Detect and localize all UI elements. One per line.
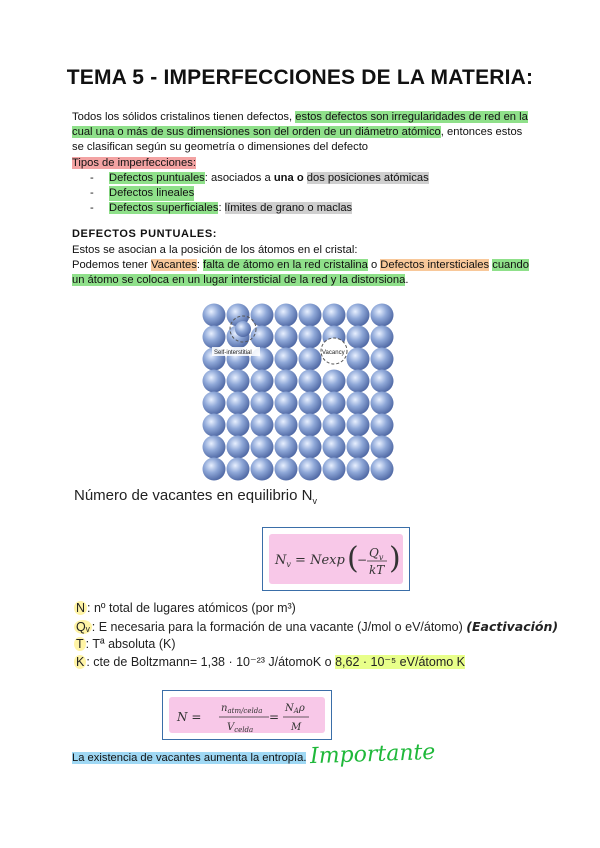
atom bbox=[347, 414, 370, 437]
symbol: K bbox=[76, 654, 85, 669]
atom bbox=[227, 392, 250, 415]
atom bbox=[251, 436, 274, 459]
density-formula bbox=[163, 691, 331, 739]
equilibrium-subscript: v bbox=[312, 496, 317, 506]
symbol-row bbox=[74, 600, 558, 618]
text: : bbox=[196, 259, 204, 272]
intro-paragraph bbox=[72, 110, 532, 171]
symbols-list bbox=[74, 600, 558, 671]
defect-types-list bbox=[90, 171, 429, 217]
atom bbox=[347, 370, 370, 393]
atom bbox=[323, 304, 346, 327]
atom bbox=[227, 436, 250, 459]
atom bbox=[203, 370, 226, 393]
symbol: N bbox=[76, 601, 86, 615]
text: o bbox=[367, 259, 381, 272]
atom bbox=[251, 392, 274, 415]
formula-box-density bbox=[162, 690, 332, 740]
intersticiales-definition: cuando un átomo se coloca en un lugar intersticial de la red y la distorsiona bbox=[72, 259, 529, 287]
bullet-label: Defectos puntuales bbox=[109, 172, 205, 184]
atom bbox=[371, 436, 394, 459]
atom bbox=[299, 304, 322, 327]
intersticiales-term: Defectos intersticiales bbox=[380, 259, 490, 272]
intro-text: Todos los sólidos cristalinos tienen defectos, bbox=[72, 111, 296, 123]
atom bbox=[251, 304, 274, 327]
self-interstitial-label: Self-interstitial bbox=[214, 350, 252, 356]
formula2-eq: = bbox=[269, 710, 280, 724]
atom bbox=[227, 414, 250, 437]
interstitial-atom bbox=[235, 321, 251, 337]
atom bbox=[275, 304, 298, 327]
atom bbox=[275, 348, 298, 371]
atom bbox=[275, 370, 298, 393]
atom bbox=[203, 392, 226, 415]
point-defects-paragraph bbox=[72, 243, 532, 289]
atom bbox=[299, 414, 322, 437]
crystal-lattice-figure bbox=[202, 303, 398, 481]
atom bbox=[371, 326, 394, 349]
symbol-row bbox=[74, 618, 558, 637]
vacancy-formula bbox=[263, 528, 409, 590]
atom bbox=[347, 304, 370, 327]
atom bbox=[227, 458, 250, 481]
atom bbox=[323, 414, 346, 437]
svg-text:Qv bbox=[369, 546, 384, 562]
atom bbox=[371, 304, 394, 327]
atom bbox=[371, 414, 394, 437]
formula-num-sub: v bbox=[378, 553, 384, 562]
atom bbox=[371, 348, 394, 371]
symbol: Qᵥ bbox=[76, 619, 90, 634]
atom bbox=[275, 326, 298, 349]
formula2-num1-sub: atm/celda bbox=[227, 707, 263, 715]
formula-den: kT bbox=[369, 563, 385, 577]
atom bbox=[203, 326, 226, 349]
bullet-label: Defectos superficiales bbox=[109, 202, 219, 215]
lattice-atoms bbox=[203, 304, 394, 481]
page-title: TEMA 5 - IMPERFECCIONES DE LA MATERIA: bbox=[66, 66, 534, 89]
formula-lhs: N bbox=[275, 553, 287, 568]
symbol-row bbox=[74, 654, 558, 672]
handwritten-note: (Eactivación) bbox=[466, 618, 559, 634]
vacantes-definition: falta de átomo en la red cristalina bbox=[203, 259, 368, 272]
symbol-row bbox=[74, 636, 558, 654]
vacancy-label: Vacancy bbox=[322, 350, 345, 356]
formula2-lhs: N = bbox=[177, 710, 202, 724]
boltzmann-ev-value: 8,62 · 10⁻⁵ eV/átomo K bbox=[335, 654, 466, 669]
atom bbox=[227, 370, 250, 393]
bullet-gray: dos posiciones atómicas bbox=[306, 172, 429, 184]
atom bbox=[203, 304, 226, 327]
paren-right: ) bbox=[389, 541, 401, 576]
bullet-text: : bbox=[218, 202, 225, 215]
atom bbox=[275, 414, 298, 437]
point-defects-text: Estos se asocian a la posición de los átomos en el cristal: bbox=[72, 244, 358, 256]
bullet-bold: una o bbox=[273, 172, 304, 184]
list-item: - Defectos superficiales: límites de grano o maclas bbox=[90, 202, 353, 215]
atom bbox=[299, 348, 322, 371]
atom bbox=[275, 436, 298, 459]
atom bbox=[299, 392, 322, 415]
atom bbox=[323, 392, 346, 415]
svg-text:NAρ bbox=[284, 703, 305, 715]
formula-minus: − bbox=[357, 553, 368, 567]
vacantes-term: Vacantes bbox=[150, 259, 197, 272]
formula-lhs-sub: v bbox=[286, 560, 291, 569]
svg-text:Nv = Nexp bbox=[274, 553, 345, 569]
atom bbox=[275, 392, 298, 415]
atom bbox=[275, 458, 298, 481]
symbol-text: : cte de Boltzmann= 1,38 · 10⁻²³ J/átomoK o bbox=[86, 654, 336, 669]
vacancy-entropy-note bbox=[72, 752, 306, 764]
atom bbox=[203, 436, 226, 459]
atom bbox=[371, 392, 394, 415]
text: Podemos tener bbox=[72, 259, 151, 272]
atom bbox=[299, 436, 322, 459]
atom bbox=[323, 436, 346, 459]
formula-mid: = Nexp bbox=[290, 553, 345, 568]
list-item: - Defectos puntuales: asociados a una o dos posiciones atómicas bbox=[90, 172, 429, 184]
types-heading: Tipos de imperfecciones: bbox=[72, 156, 196, 169]
paren-left: ( bbox=[347, 541, 359, 576]
atom bbox=[347, 326, 370, 349]
intro-highlight: estos defectos son irregularidades de red en la cual una o más de sus dimensiones son del orden de un diámetro atómico bbox=[72, 111, 528, 139]
svg-text:Vcelda bbox=[227, 722, 253, 734]
formula-num: Q bbox=[369, 546, 379, 560]
formula2-den1: V bbox=[227, 722, 235, 733]
atom bbox=[251, 458, 274, 481]
atom bbox=[347, 348, 370, 371]
atom bbox=[251, 414, 274, 437]
atom bbox=[347, 392, 370, 415]
atom bbox=[347, 458, 370, 481]
atom bbox=[251, 370, 274, 393]
atom bbox=[371, 458, 394, 481]
bullet-gray: límites de grano o maclas bbox=[224, 202, 353, 215]
atom bbox=[299, 370, 322, 393]
svg-text:natm/celda bbox=[221, 703, 262, 715]
atom bbox=[203, 458, 226, 481]
symbol-text: : E necesaria para la formación de una vacante (J/mol o eV/átomo) bbox=[91, 619, 463, 634]
formula2-num2-tail: ρ bbox=[298, 703, 305, 714]
equilibrium-text: Número de vacantes en equilibrio N bbox=[74, 487, 313, 504]
formula2-den2: M bbox=[291, 722, 302, 733]
formula2-den1-sub: celda bbox=[234, 726, 254, 734]
formula2-num2: N bbox=[285, 703, 294, 714]
text: . bbox=[405, 274, 409, 287]
bullet-text: : asociados a bbox=[204, 172, 274, 184]
atom bbox=[323, 370, 346, 393]
list-item: - Defectos lineales bbox=[90, 186, 429, 201]
symbol-text: : Tª absoluta (K) bbox=[85, 637, 176, 651]
formula2-num1: n bbox=[221, 703, 228, 714]
atom bbox=[299, 326, 322, 349]
importante-handwriting: Importante bbox=[309, 739, 436, 770]
equilibrium-title bbox=[74, 487, 317, 506]
symbol-text: : nº total de lugares atómicos (por m³) bbox=[87, 601, 296, 615]
atom bbox=[251, 326, 274, 349]
atom bbox=[347, 436, 370, 459]
formula2-num2-sub: A bbox=[293, 707, 299, 715]
note-text: La existencia de vacantes aumenta la entropía. bbox=[72, 752, 307, 764]
atom bbox=[371, 370, 394, 393]
formula-box-vacancies bbox=[262, 527, 410, 591]
bullet-label: Defectos lineales bbox=[109, 186, 194, 201]
atom bbox=[299, 458, 322, 481]
atom bbox=[203, 414, 226, 437]
section-heading: DEFECTOS PUNTUALES: bbox=[72, 228, 218, 240]
intro-text-end: , entonces estos se clasifican según su geometría o dimensiones del defecto bbox=[72, 126, 523, 154]
symbol: T bbox=[76, 637, 84, 651]
atom bbox=[323, 458, 346, 481]
